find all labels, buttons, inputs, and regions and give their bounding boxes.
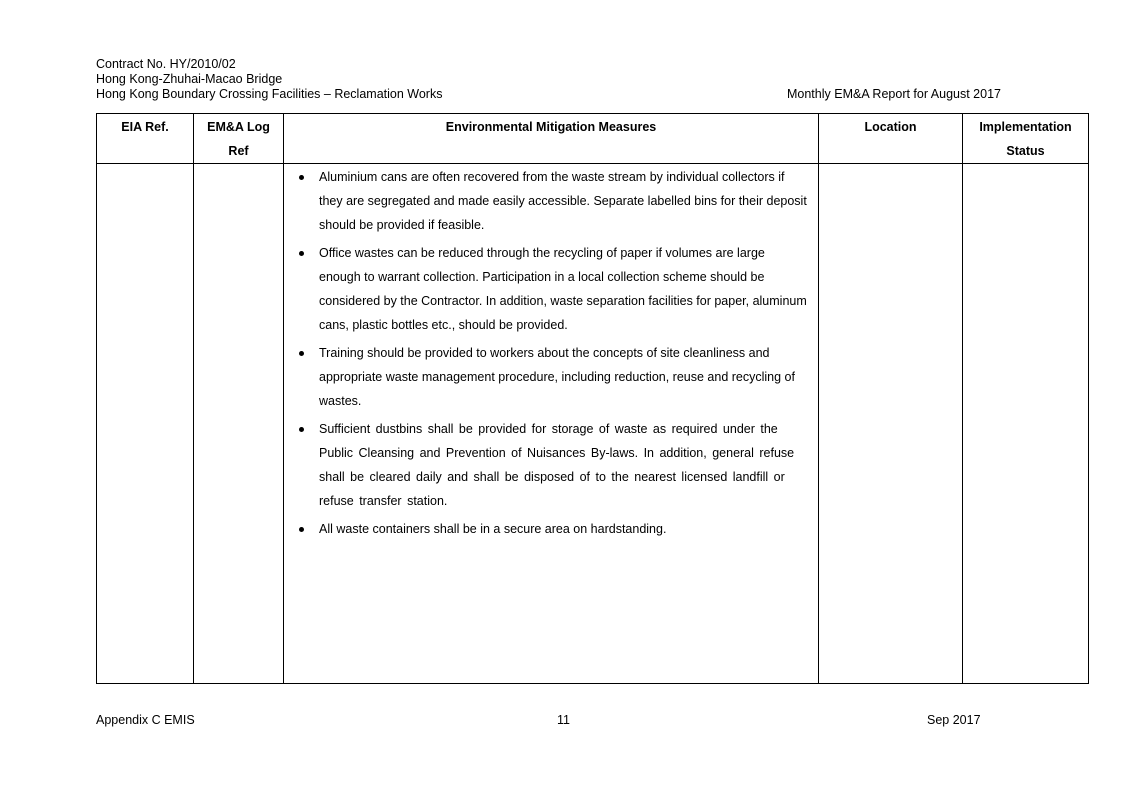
measure-item: Sufficient dustbins shall be provided for storage of waste as required under the Public Cleansing and Prevention of Nuisances By-laws. In addition, general refuse shall be cleared daily and shall be disposed of to the nearest licensed landfill or refuse transfer station. bbox=[284, 417, 808, 513]
column-header-eia-ref: EIA Ref. bbox=[97, 114, 194, 164]
footer-appendix: Appendix C EMIS bbox=[96, 713, 195, 727]
contract-number: Contract No. HY/2010/02 bbox=[96, 57, 236, 71]
works-name: Hong Kong Boundary Crossing Facilities – Reclamation Works bbox=[96, 87, 443, 101]
report-title: Monthly EM&A Report for August 2017 bbox=[786, 87, 1001, 101]
column-header-location: Location bbox=[819, 114, 963, 164]
measure-item: Office wastes can be reduced through the recycling of paper if volumes are large enough to warrant collection. Participation in a local collection scheme should be considered by the Contractor. In addition, waste separation facilities for paper, aluminum cans, plastic bottles etc., should be provided. bbox=[284, 241, 808, 337]
column-header-status: Implementation Status bbox=[963, 114, 1089, 164]
mitigation-measures-table bbox=[96, 113, 1089, 684]
table-header-row bbox=[97, 114, 1089, 164]
footer-date: Sep 2017 bbox=[927, 713, 981, 727]
column-header-ema-log-ref: EM&A Log Ref bbox=[194, 114, 284, 164]
eia-ref-cell bbox=[97, 164, 194, 684]
page-number: 11 bbox=[557, 713, 570, 727]
page-header bbox=[96, 57, 1001, 102]
measures-list bbox=[284, 164, 818, 541]
status-cell bbox=[963, 164, 1089, 684]
measure-item: Training should be provided to workers about the concepts of site cleanliness and appropriate waste management procedure, including reduction, reuse and recycling of wastes. bbox=[284, 341, 808, 413]
measure-item: Aluminium cans are often recovered from the waste stream by individual collectors if they are segregated and made easily accessible. Separate labelled bins for their deposit should be provided if feasible. bbox=[284, 165, 808, 237]
measures-cell bbox=[284, 164, 819, 684]
project-name: Hong Kong-Zhuhai-Macao Bridge bbox=[96, 72, 283, 86]
location-cell bbox=[819, 164, 963, 684]
measure-item: All waste containers shall be in a secure area on hardstanding. bbox=[284, 517, 808, 541]
table-row bbox=[97, 164, 1089, 684]
ema-log-ref-cell bbox=[194, 164, 284, 684]
column-header-measures: Environmental Mitigation Measures bbox=[284, 114, 819, 164]
